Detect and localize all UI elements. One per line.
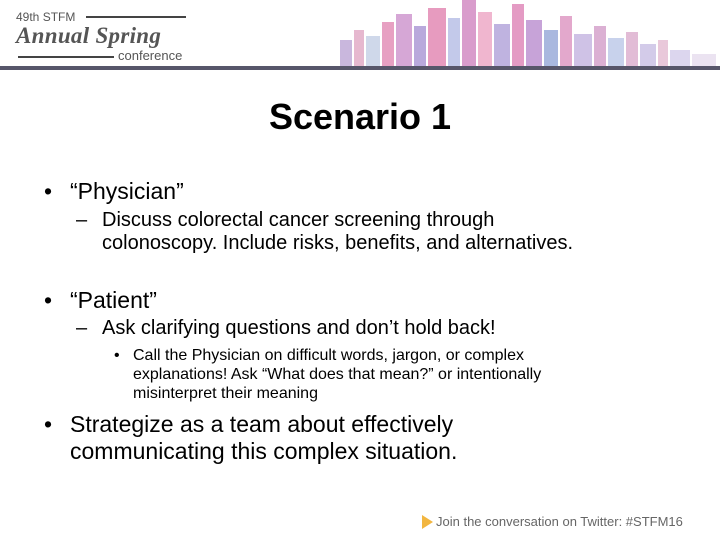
dash-marker: – bbox=[76, 317, 88, 339]
dash-marker: – bbox=[76, 209, 88, 231]
city-skyline-graphic bbox=[310, 0, 720, 66]
sub-bullet-marker: • bbox=[114, 347, 120, 364]
bullet-marker: • bbox=[44, 287, 53, 313]
physician-detail-line-1: Discuss colorectal cancer screening through bbox=[102, 209, 495, 231]
header bbox=[0, 0, 720, 70]
patient-tip-line-2: explanations! Ask “What does that mean?” or intentionally bbox=[133, 366, 542, 383]
footer-text: Join the conversation on Twitter: #STFM16 bbox=[436, 514, 683, 529]
patient-tip-line-3: misinterpret their meaning bbox=[133, 385, 318, 402]
strategize-line-1: Strategize as a team about effectively bbox=[70, 411, 454, 437]
logo-rule-bottom bbox=[18, 56, 114, 58]
conference-logo bbox=[14, 10, 194, 66]
physician-detail-line-2: colonoscopy. Include risks, benefits, and alternatives. bbox=[102, 232, 573, 254]
bullet-marker: • bbox=[44, 411, 53, 437]
twitter-footer bbox=[422, 514, 683, 529]
bullet-patient: “Patient” bbox=[70, 287, 157, 313]
play-triangle-icon bbox=[422, 515, 433, 529]
patient-tip-line-1: Call the Physician on difficult words, jargon, or complex bbox=[133, 347, 524, 364]
strategize-line-2: communicating this complex situation. bbox=[70, 438, 458, 464]
patient-detail-line-1: Ask clarifying questions and don’t hold back! bbox=[102, 317, 496, 339]
header-divider bbox=[0, 66, 720, 70]
logo-name: Annual Spring bbox=[16, 23, 162, 48]
logo-rule-top bbox=[86, 16, 186, 18]
logo-subtitle: conference bbox=[118, 48, 183, 63]
bullet-physician: “Physician” bbox=[70, 178, 184, 204]
logo-edition: 49th STFM bbox=[16, 10, 76, 24]
bullet-marker: • bbox=[44, 178, 53, 204]
slide-title: Scenario 1 bbox=[268, 96, 452, 137]
